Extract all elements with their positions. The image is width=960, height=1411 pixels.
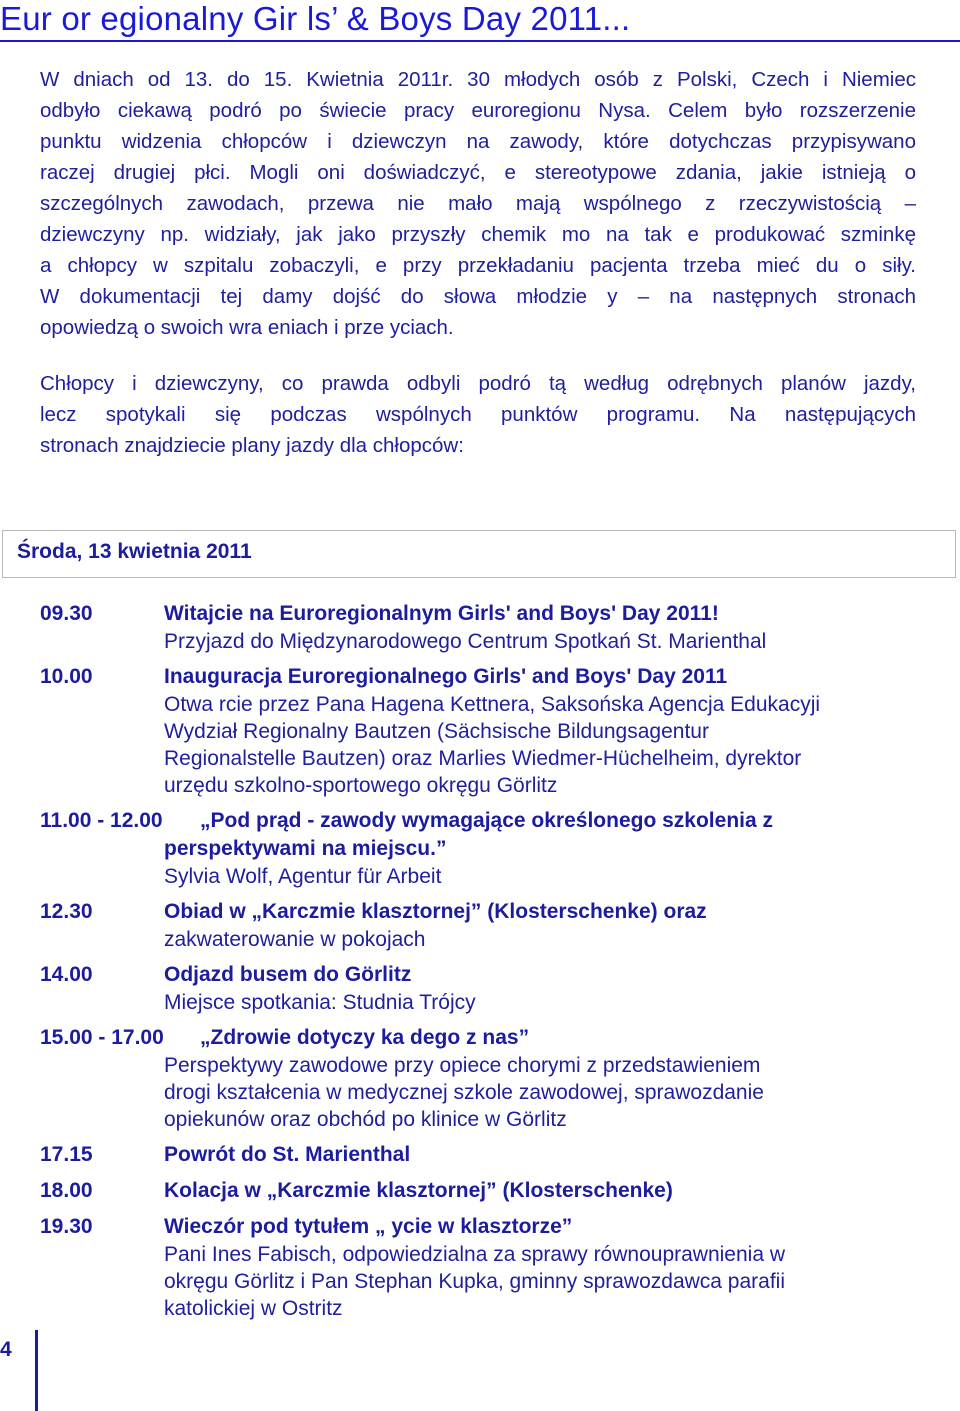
schedule-description: katolickiej w Ostritz (164, 1297, 343, 1320)
paragraph-line: raczej drugiej płci. Mogli oni doświadczyć, e stereotypowe zdania, jakie istnieją o (40, 161, 916, 184)
schedule-title: Powrót do St. Marienthal (164, 1143, 411, 1166)
schedule-description: Regionalstelle Bautzen) oraz Marlies Wiedmer-Hüchelheim, dyrektor (164, 747, 802, 770)
schedule-description: zakwaterowanie w pokojach (164, 928, 426, 951)
schedule-time: 17.15 (40, 1143, 93, 1166)
schedule-time: 15.00 - 17.00 (40, 1026, 164, 1049)
paragraph-line: W dokumentacji tej damy dojść do słowa młodzie y – na następnych stronach (40, 285, 916, 308)
schedule-time: 09.30 (40, 602, 93, 625)
intro-paragraph-2 (40, 368, 916, 461)
schedule-time: 12.30 (40, 900, 93, 923)
paragraph-line: lecz spotykali się podczas wspólnych punktów programu. Na następujących (40, 403, 916, 426)
paragraph-line: punktu widzenia chłopców i dziewczyn na zawody, które dotychczas przypisywano (40, 130, 916, 153)
schedule-description: Pani Ines Fabisch, odpowiedzialna za sprawy równouprawnienia w (164, 1243, 786, 1266)
schedule-title: „Zdrowie dotyczy ka dego z nas” (200, 1026, 530, 1049)
schedule-time: 19.30 (40, 1215, 93, 1238)
schedule-title: Odjazd busem do Görlitz (164, 963, 412, 986)
page-rule (35, 1330, 38, 1411)
schedule-title: Inauguracja Euroregionalnego Girls' and Boys' Day 2011 (164, 665, 728, 688)
schedule-time: 11.00 - 12.00 (40, 809, 163, 832)
schedule-title: perspektywami na miejscu.” (164, 837, 447, 860)
schedule-entry (40, 1024, 920, 1133)
schedule-entry (40, 898, 920, 953)
paragraph-line: dziewczyny np. widziały, jak jako przyszły chemik mo na tak e produkować szminkę (40, 223, 916, 246)
schedule (40, 600, 920, 1330)
paragraph-line: W dniach od 13. do 15. Kwietnia 2011r. 30 młodych osób z Polski, Czech i Niemiec (40, 68, 916, 91)
schedule-description: Perspektywy zawodowe przy opiece chorymi z przedstawieniem (164, 1054, 761, 1077)
schedule-description: Wydział Regionalny Bautzen (Sächsische Bildungsagentur (164, 720, 709, 743)
schedule-description: opiekunów oraz obchód po klinice w Görlitz (164, 1108, 567, 1131)
schedule-entry (40, 663, 920, 799)
schedule-time: 10.00 (40, 665, 93, 688)
paragraph-line: szczególnych zawodach, przewa nie mało mają wspólnego z rzeczywistością – (40, 192, 916, 215)
schedule-entry (40, 1177, 920, 1205)
page-title: Eur or egionalny Gir ls’ & Boys Day 2011... (0, 0, 960, 42)
schedule-description: drogi kształcenia w medycznej szkole zawodowej, sprawozdanie (164, 1081, 764, 1104)
schedule-description: Sylvia Wolf, Agentur für Arbeit (164, 865, 442, 888)
paragraph-line: opowiedzą o swoich wra eniach i prze yciach. (40, 316, 454, 339)
paragraph-line: Chłopcy i dziewczyny, co prawda odbyli podró tą według odrębnych planów jazdy, (40, 372, 916, 395)
paragraph-line: a chłopcy w szpitalu zobaczyli, e przy przekładaniu pacjenta trzeba mieć du o siły. (40, 254, 916, 277)
schedule-entry (40, 1141, 920, 1169)
schedule-description: okręgu Görlitz i Pan Stephan Kupka, gminny sprawozdawca parafii (164, 1270, 785, 1293)
page-number: 4 (0, 1338, 12, 1361)
day-heading: Środa, 13 kwietnia 2011 (17, 540, 252, 563)
schedule-title: Obiad w „Karczmie klasztornej” (Klosterschenke) oraz (164, 900, 707, 923)
schedule-entry (40, 1213, 920, 1322)
schedule-description: Miejsce spotkania: Studnia Trójcy (164, 991, 476, 1014)
schedule-entry (40, 807, 920, 890)
intro-paragraph-1 (40, 64, 916, 343)
schedule-description: Przyjazd do Międzynarodowego Centrum Spotkań St. Marienthal (164, 630, 767, 653)
schedule-title: Witajcie na Euroregionalnym Girls' and Boys' Day 2011! (164, 602, 719, 625)
day-heading-box (2, 530, 956, 578)
paragraph-line: odbyło ciekawą podró po świecie pracy euroregionu Nysa. Celem było rozszerzenie (40, 99, 916, 122)
schedule-title: Wieczór pod tytułem „ ycie w klasztorze” (164, 1215, 573, 1238)
paragraph-line: stronach znajdziecie plany jazdy dla chłopców: (40, 434, 464, 457)
schedule-description: Otwa rcie przez Pana Hagena Kettnera, Saksońska Agencja Edukacyji (164, 693, 821, 716)
schedule-entry (40, 961, 920, 1016)
schedule-description: urzędu szkolno-sportowego okręgu Görlitz (164, 774, 558, 797)
schedule-title: Kolacja w „Karczmie klasztornej” (Klosterschenke) (164, 1179, 673, 1202)
schedule-title: „Pod prąd - zawody wymagające określonego szkolenia z (200, 809, 773, 832)
schedule-time: 18.00 (40, 1179, 93, 1202)
schedule-time: 14.00 (40, 963, 93, 986)
schedule-entry (40, 600, 920, 655)
